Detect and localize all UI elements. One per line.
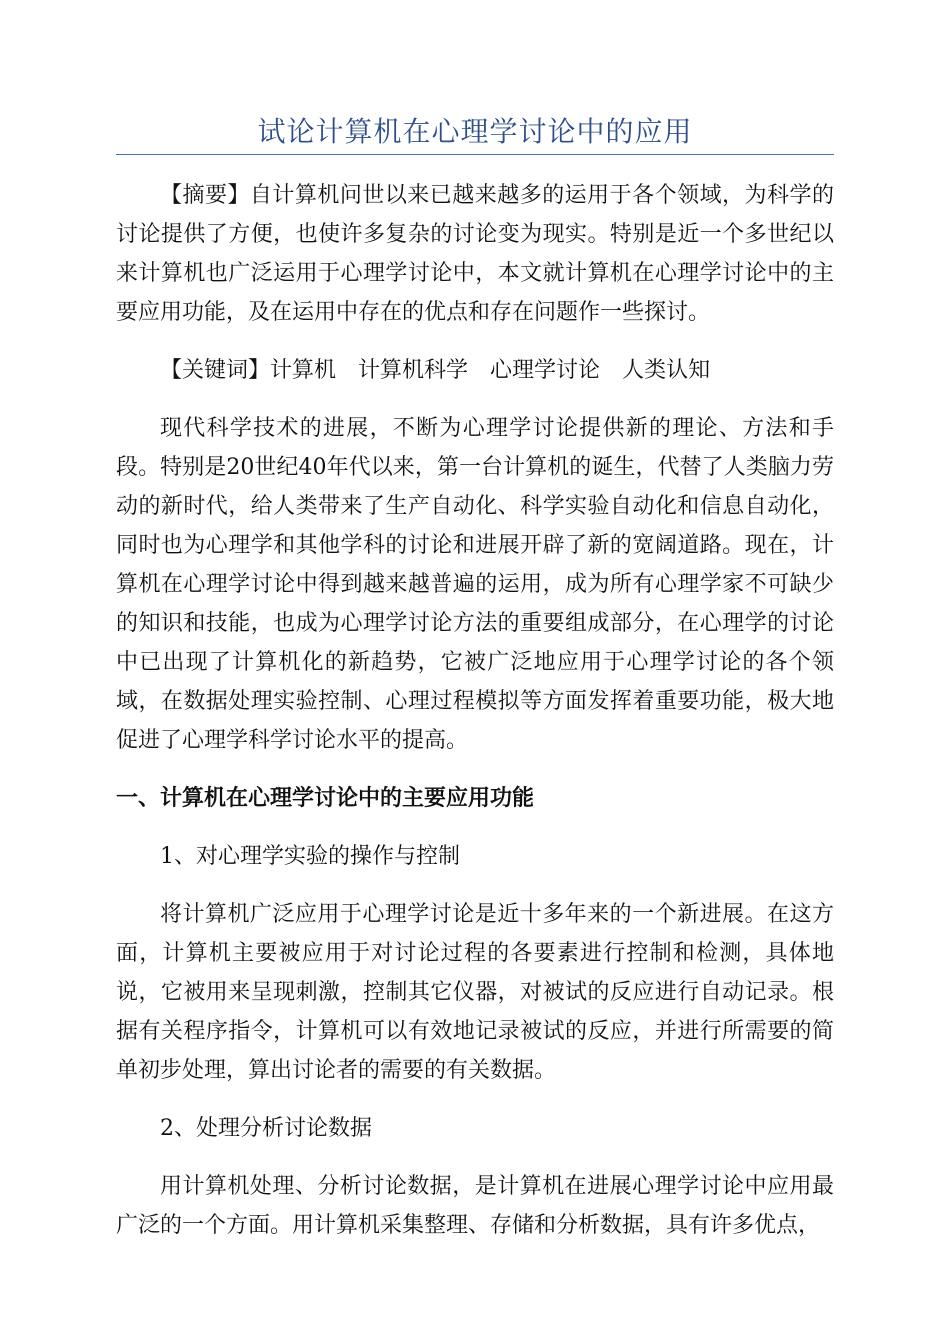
- abstract-paragraph: 【摘要】自计算机问世以来已越来越多的运用于各个领域，为科学的讨论提供了方便，也使许多复杂的讨论变为现实。特别是近一个多世纪以来计算机也广泛运用于心理学讨论中，本文就计算机在心理学讨论中的主要应用功能，及在运用中存在的优点和存在问题作一些探讨。: [116, 183, 834, 325]
- section-heading: 一、计算机在心理学讨论中的主要应用功能: [116, 785, 535, 811]
- subsection-paragraph: 用计算机处理、分析讨论数据，是计算机在进展心理学讨论中应用最广泛的一个方面。用计算机采集整理、存储和分析数据，具有许多优点，: [116, 1174, 834, 1238]
- keyword-item: 心理学讨论: [490, 358, 601, 383]
- subsection-title: 1、对心理学实验的操作与控制: [160, 844, 460, 869]
- keywords-label: 【关键词】: [160, 358, 271, 383]
- subsection-paragraph: 将计算机广泛应用于心理学讨论是近十多年来的一个新进展。在这方面，计算机主要被应用于对讨论过程的各要素进行控制和检测，具体地说，它被用来呈现刺激，控制其它仪器，对被试的反应进行自动记录。根据有关程序指令，计算机可以有效地记录被试的反应，并进行所需要的简单初步处理，算出讨论者的需要的有关数据。: [116, 902, 834, 1083]
- document-title: 试论计算机在心理学讨论中的应用: [257, 115, 693, 148]
- subsection-title: 2、处理分析讨论数据: [160, 1116, 372, 1141]
- document-body: [116, 176, 834, 1264]
- keyword-item: 计算机: [270, 358, 337, 383]
- title-underline: [116, 154, 834, 155]
- keyword-item: 人类认知: [622, 358, 711, 383]
- intro-paragraph: 现代科学技术的进展，不断为心理学讨论提供新的理论、方法和手段。特别是20世纪40年代以来，第一台计算机的诞生，代替了人类脑力劳动的新时代，给人类带来了生产自动化、科学实验自动化和信息自动化，同时也为心理学和其他学科的讨论和进展开辟了新的宽阔道路。现在，计算机在心理学讨论中得到越来越普遍的运用，成为所有心理学家不可缺少的知识和技能，也成为心理学讨论方法的重要组成部分，在心理学的讨论中已出现了计算机化的新趋势，它被广泛地应用于心理学讨论的各个领域，在数据处理实验控制、心理过程模拟等方面发挥着重要功能，极大地促进了心理学科学讨论水平的提高。: [116, 416, 834, 753]
- keywords-paragraph: [116, 351, 834, 390]
- keyword-item: 计算机科学: [358, 358, 469, 383]
